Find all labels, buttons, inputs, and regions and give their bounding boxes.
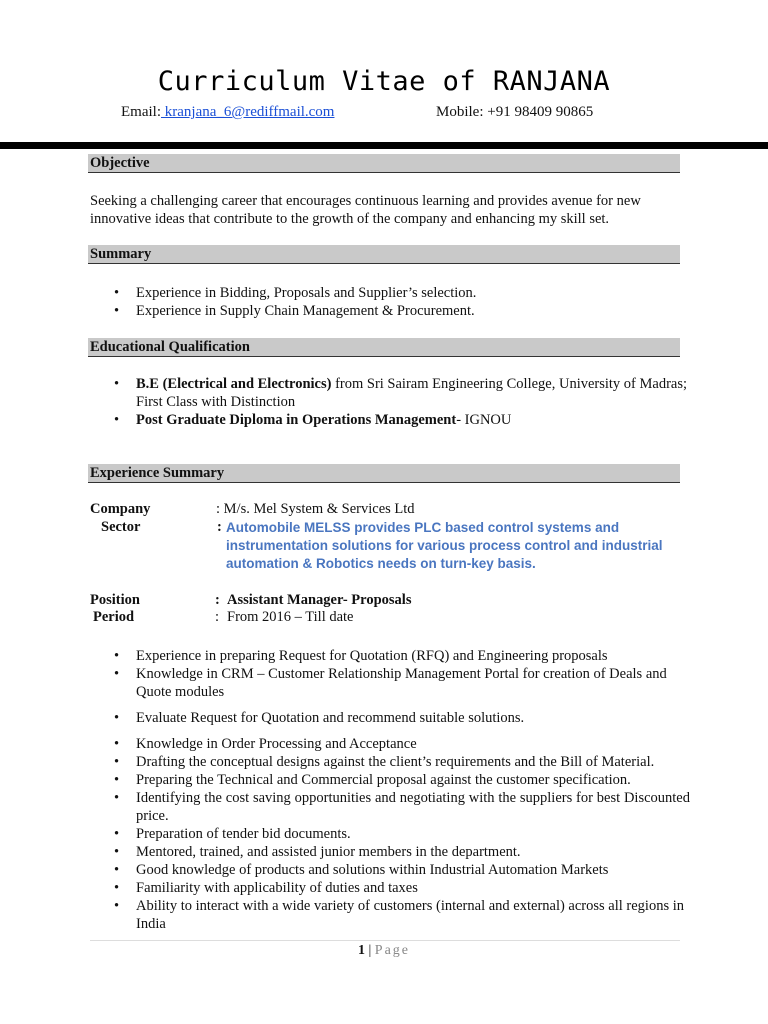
position-value: Assistant Manager- Proposals <box>227 592 412 608</box>
sector-line: Automobile MELSS provides PLC based control systems and <box>226 520 620 535</box>
list-item: • Ability to interact with a wide variety of customers (internal and external) across all regions in India <box>114 897 690 933</box>
list-item <box>114 375 690 411</box>
objective-heading: Objective <box>88 154 680 173</box>
company-value: : M/s. Mel System & Services Ltd <box>216 501 415 517</box>
education-list <box>114 375 690 429</box>
sector-line: automation & Robotics needs on turn-key basis. <box>226 556 536 571</box>
position-label: Position <box>90 592 140 608</box>
list-item: • Experience in Bidding, Proposals and Supplier’s selection. <box>114 284 690 302</box>
summary-heading: Summary <box>88 245 680 264</box>
page-number: 1 <box>357 943 365 958</box>
list-item: • Mentored, trained, and assisted junior members in the department. <box>114 843 690 861</box>
list-item: • Experience in preparing Request for Quotation (RFQ) and Engineering proposals <box>114 647 690 665</box>
page-separator: | <box>364 943 375 958</box>
page-label: Page <box>374 943 411 958</box>
experience-list-1 <box>114 647 690 701</box>
degree-name: B.E (Electrical and Electronics) <box>136 376 332 392</box>
document-title: Curriculum Vitae of RANJANA <box>157 66 611 97</box>
list-item: • Preparation of tender bid documents. <box>114 825 690 843</box>
mobile-line: Mobile: +91 98409 90865 <box>436 104 594 120</box>
sector-label: Sector <box>101 519 141 535</box>
period-colon: : <box>215 609 220 625</box>
list-item: • Knowledge in Order Processing and Acceptance <box>114 735 690 753</box>
experience-heading: Experience Summary <box>88 464 680 483</box>
email-line <box>121 104 334 121</box>
header-divider <box>0 142 768 149</box>
sector-description <box>226 519 686 573</box>
objective-text: Seeking a challenging career that encourages continuous learning and provides avenue for new innovative ideas that contribute to the growth of the company and enhancing my skill set. <box>90 193 641 227</box>
list-item: • Knowledge in CRM – Customer Relationship Management Portal for creation of Deals and Quote modules <box>114 665 690 701</box>
degree-name: Post Graduate Diploma in Operations Management <box>136 412 457 428</box>
summary-list <box>114 284 690 320</box>
list-item: • Good knowledge of products and solutions within Industrial Automation Markets <box>114 861 690 879</box>
list-item: • Familiarity with applicability of duties and taxes <box>114 879 690 897</box>
period-label: Period <box>93 609 135 625</box>
list-item: • Identifying the cost saving opportunities and negotiating with the suppliers for best Discounted price. <box>114 789 690 825</box>
list-item: • Drafting the conceptual designs against the client’s requirements and the Bill of Material. <box>114 753 690 771</box>
footer-divider <box>90 940 680 941</box>
position-colon: : <box>215 592 220 608</box>
sector-line: instrumentation solutions for various process control and industrial <box>226 538 663 553</box>
list-item <box>114 411 690 429</box>
list-item: • Evaluate Request for Quotation and recommend suitable solutions. <box>114 709 690 727</box>
list-item: • Experience in Supply Chain Management & Procurement. <box>114 302 690 320</box>
experience-list-2 <box>114 709 690 727</box>
list-item: • Preparing the Technical and Commercial proposal against the customer specification. <box>114 771 690 789</box>
period-value: From 2016 – Till date <box>227 609 354 625</box>
sector-colon: : <box>217 519 222 535</box>
email-label: Email: <box>121 104 161 120</box>
degree-detail: - IGNOU <box>456 412 512 428</box>
degree-detail: from Sri Sairam Engineering College, University of Madras; First Class with Distinction <box>136 376 688 410</box>
experience-list-3 <box>114 735 690 933</box>
page-footer <box>0 943 768 959</box>
company-label: Company <box>90 501 151 517</box>
email-link[interactable]: kranjana_6@rediffmail.com <box>161 104 335 120</box>
education-heading: Educational Qualification <box>88 338 680 357</box>
